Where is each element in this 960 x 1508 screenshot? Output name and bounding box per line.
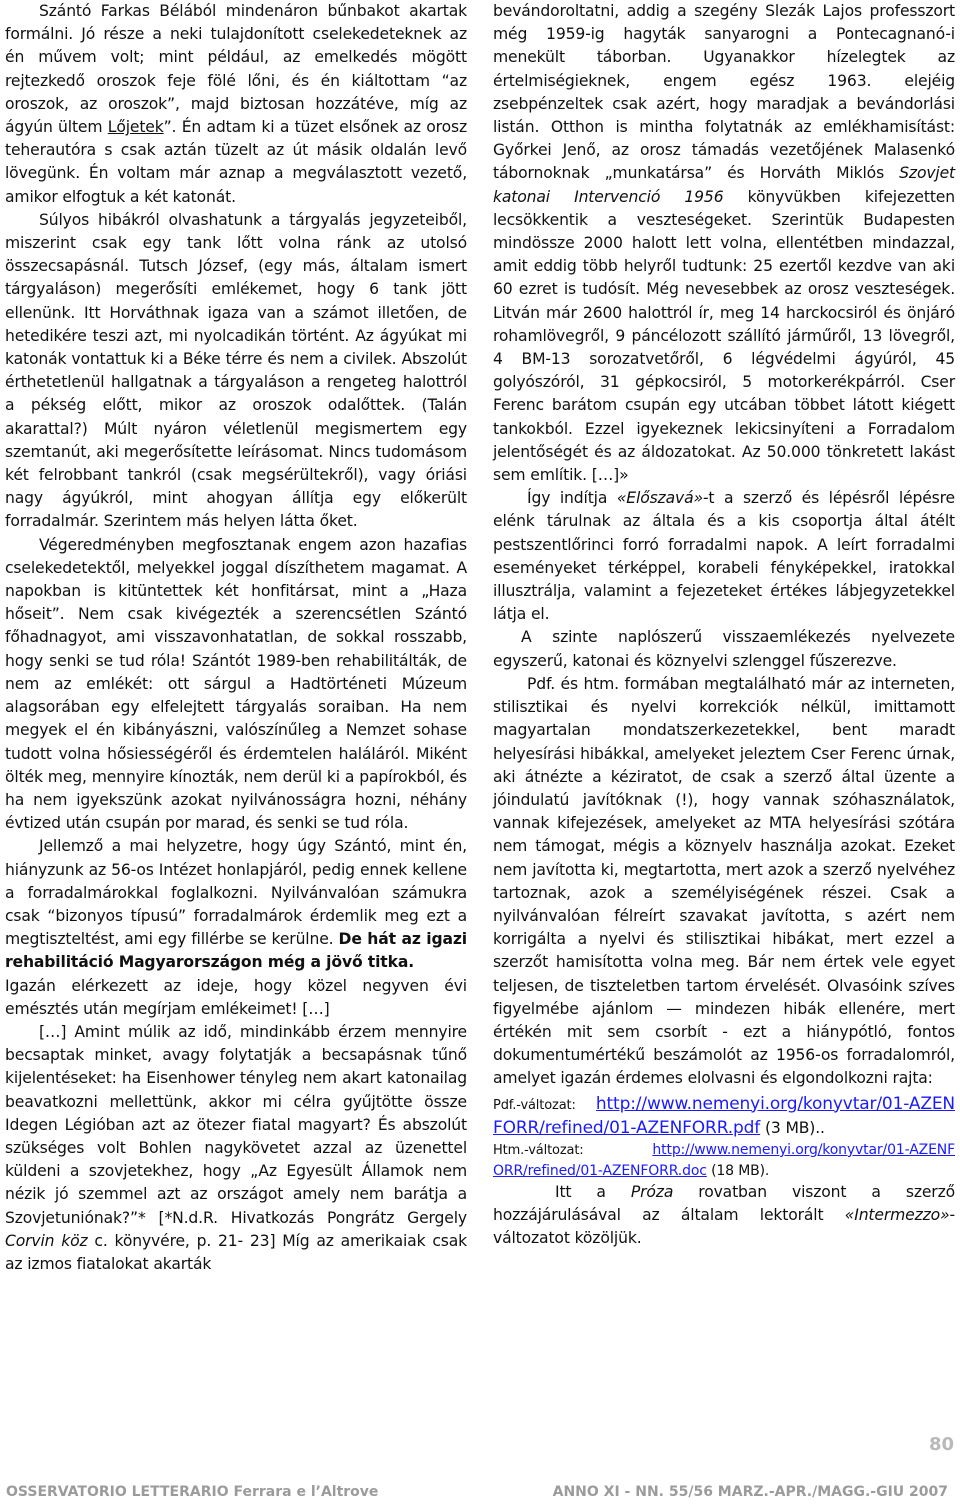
text-run: «Intermezzo» [844, 1206, 950, 1225]
text-run: Próza [630, 1182, 674, 1201]
paragraph [5, 835, 467, 974]
pdf-link-line [493, 1093, 955, 1140]
closing-paragraph [493, 1181, 955, 1251]
right-column-body [493, 0, 955, 1091]
paragraph [493, 673, 955, 1091]
text-run: A szinte naplószerű visszaemlékezés nyelvezete egyszerű, katonai és köznyelvi szlenggel fűszerezve. [493, 628, 955, 670]
paragraph [5, 534, 467, 836]
pdf-label: Pdf.-változat: [493, 1097, 576, 1113]
page-number: 80 [928, 1434, 954, 1455]
text-run: Pdf. és htm. formában megtalálható már az interneten, stilisztikai és nyelvi korrekciók nélkül, imittamott magyartalan mondatszerkezetekkel, bent maradt helyesírási hibákkal, amelyeket jeleztem Cser Ferenc úrnak, aki átnézte a kéziratot, de csak a szerző által üzente a jóindulatú javítóknak (!), hogy vannak szóhasználatok, vannak kifejezések, amelyeket az MTA helyesírási szótára nem támogat, mégis a köznyelv használja azokat. Ezeket nem javította ki, megtartotta, mert azok a szerző nyelvéhez tartoznak, azok a személyiségének részei. Csak a nyilvánvalóan félreírt szavakat javította, s azért nem korrigálta a nyelvi és stilisztikai hibákat, mert ezzel a szerzőt hamisította volna meg. Bár nem értek vele egyet teljesen, de tiszteletben tartom érvelését. Olvasóink szíves figyelmébe ajánlom — mindezen hibák ellenére, mert értékén mit sem csorbít - ezt a hiánypótló, fontos dokumentumértékű beszámolót az 1956-os forradalomról, amelyet igazán érdemes elolvasni és elgondolkozni rajta: [493, 674, 955, 1088]
paragraph [493, 626, 955, 672]
text-run: Szántó Farkas Bélából mindenáron bűnbakot akartak formálni. Jó része a neki tulajdonított cselekedeteknek az én művem volt; mint például, az emelkedés mögött rejtezkedő oroszok feje fölé lőni, és én kiáltottam “az oroszok, az oroszok”, majd biztosan hozzátéve, míg az ágyún ültem [5, 2, 467, 137]
paragraph [5, 209, 467, 534]
text-run: Így indítja [527, 489, 617, 508]
paragraph [5, 1021, 467, 1276]
htm-link-line [493, 1140, 955, 1181]
paragraph [5, 975, 467, 1021]
htm-link[interactable]: http://www.nemenyi.org/konyvtar/01-AZENFORR/refined/01-AZENFORR.doc [493, 1141, 955, 1179]
text-run: Jellemző a mai helyzetre, hogy úgy Szántó, mint én, hiányzunk az 56-os Intézet honlapjáról, pedig ennek kellene a forradalmárokkal foglalkozni. Nyilvánvalóan számukra csak “bizonyos típusú” forradalmárok érdemlik meg ezt a megtiszteltést, ami egy fillérbe se kerülne. [5, 837, 467, 949]
footer-issue-info: ANNO XI - NN. 55/56 MARZ.-APR./MAGG.-GIU 2007 [552, 1484, 948, 1500]
text-run: […] Amint múlik az idő, mindinkább érzem mennyire becsaptak minket, avagy folytatják a becsapásnak tűnő kijelentéseket: ha Eisenhower tényleg nem akart katonailag beavatkozni mellettünk, akkor mi célra gyűjtötte össze Idegen Légióban azt az ötezer fiatal magyart? És abszolút szükséges volt Bohlen nagykövetet azzal az üzenettel küldeni a szovjetekhez, hogy „Az Egyesült Államok nem nézik jó szemmel azt az országot amely nem barátja a Szovjetuniónak?”* [*N.d.R. Hivatkozás Pongrátz Gergely [5, 1022, 467, 1227]
text-run: bevándoroltatni, addig a szegény Slezák Lajos professzort még 1959-ig hagyták sanyarogni a Pontecagnanó-i menekült táborban. Ugyanakkor hízelegtek az értelmiségieknek, engem egész 1963. elejéig zsebpénzeltek csak azért, hogy maradjak a bevándorlási listán. Otthon is mintha folytatnák az emlékhamisítást: Győrkei Jenő, az orosz támadás vezetőjének Malasenkó tábornoknak „munkatársa” és Horváth Miklós [493, 2, 955, 183]
text-run: Végeredményben megfosztanak engem azon hazafias cselekedetektől, melyekkel joggal díszíthetem magamat. A napokban is kitüntettek két honfitársat, mint a „Haza hőseit”. Nem csak kivégezték a szerencsétlen Szántó főhadnagyot, ami visszavonhatatlan, de sokkal rosszabb, hogy senki se tud róla! Szántót 1989-ben rehabilitálták, de nem az emlékét: ott sárgul a Hadtörténeti Múzeum alagsorában egy elfelejtett tárgyalás soraiban. Ha nem megyek el én kibányászni, valószínűleg a Nemzet sohase tudott volna hősiességéről és érdemtelen haláláról. Miként ölték meg, mennyire kínozták, nem derül ki a papírokból, és ha nem igyekszünk azokat nyilvánosságra hozni, néhány évtized után csupán por marad, és senki se tud róla. [5, 535, 467, 833]
text-run: ”. Én adtam ki a tüzet elsőnek az orosz teherautóra s csak aztán tüzelt az út másik oldalán levő lövegünk. Én voltam már aznap a megválasztott vezető, amikor elfogtuk a két katonát. [5, 118, 467, 206]
text-run: könyvükben kifejezetten lecsökkentik a veszteségeket. Szerintük Budapesten mindössze 2000 halott lett volna, ellentétben mindazzal, amit eddig több helyről tudtunk: 25 ezertől kezdve van aki 60 ezret is tudósít. Még nevesebbek az orosz veszteségek. Litván már 2600 halottról ír, meg 14 harckocsiról és önjáró rohamlövegről, 9 páncélozott szállító járműről, 13 lövegről, 4 BM-13 sorozatvetőről, 6 légvédelmi ágyúról, 45 golyószóról, 31 gépkocsiról, 5 motorkerékpárról. Cser Ferenc barátom csupán egy utcában többet látott kiégett tankokból. Ezzel igyekeznek lekicsinyíteni a Forradalom jelentőségét és az áldozatokat. Az 50.000 tönkretett lakást sem említik. […]» [493, 187, 955, 485]
left-column [5, 0, 467, 1276]
paragraph [5, 0, 467, 209]
pdf-size: (3 MB).. [764, 1118, 825, 1137]
pdf-link[interactable]: http://www.nemenyi.org/konyvtar/01-AZENFORR/refined/01-AZENFORR.pdf [493, 1093, 955, 1138]
text-run: Corvin köz [5, 1231, 88, 1250]
text-run: Súlyos hibákról olvashatunk a tárgyalás jegyzeteiből, miszerint csak egy tank lőtt volna ránk az utolsó összecsapásnál. Tutsch József, (egy más, általam ismert tárgyaláson) megerősíti emlékemet, hogy 6 tank jött ellenünk. Itt Horváthnak igaza van a számot illetően, de hetedikére teszi azt, mi nyolcadikán történt. Az ágyúkat mi katonák vontattuk ki a Béke térre és nem a civilek. Abszolút érthetetlenül hallgatnak a tárgyaláson a rengeteg halottról a pékség előtt, mikor az oroszok odalőttek. (Talán akarattal?) Múlt nyáron véletlenül megismertem egy szemtanút, aki megerősítette leírásomat. Nincs tudomásom két felrobbant tankról (csak megsérültekről), vagy óriási nagy ágyúkról, mint ahogyan állítja egy előkerült forradalmár. Szerintem más helyen látta őket. [5, 210, 467, 531]
footer-journal-title: OSSERVATORIO LETTERARIO Ferrara e l’Altrove [6, 1484, 379, 1500]
text-run: Igazán elérkezett az ideje, hogy közel negyven évi emésztés után megírjam emlékeimet! […] [5, 976, 467, 1018]
footer [0, 1484, 960, 1508]
right-column [493, 0, 955, 1251]
text-run: Szovjet katonai Intervenció 1956 [493, 164, 955, 206]
text-run: Lőjetek [107, 118, 164, 137]
htm-size: (18 MB). [711, 1162, 770, 1179]
text-run: -változatot közöljük. [493, 1206, 955, 1248]
paragraph [493, 0, 955, 487]
text-run: De hát az igazi rehabilitáció Magyarországon még a jövő titka. [5, 930, 467, 972]
htm-label: Htm.-változat: [493, 1142, 584, 1158]
text-run: c. könyvére, p. 21- 23] Míg az amerikaiak csak az izmos fiatalokat akarták [5, 1231, 468, 1273]
paragraph [493, 487, 955, 626]
text-run: Itt a [555, 1182, 631, 1201]
text-run: «Előszavá» [616, 489, 703, 508]
text-run: -t a szerző és lépésről lépésre elénk tárulnak az általa és a kis csoportja által átélt pestszentlőrinci forró forradalmi napok. A leírt forradalmi eseményeket térképpel, korabeli fényképekkel, iratokkal illusztrálja, valamint a fejezeteket értékes lábjegyzetekkel látja el. [493, 489, 955, 624]
text-run: rovatban viszont a szerző hozzájárulásával az általam lektorált [493, 1182, 955, 1225]
